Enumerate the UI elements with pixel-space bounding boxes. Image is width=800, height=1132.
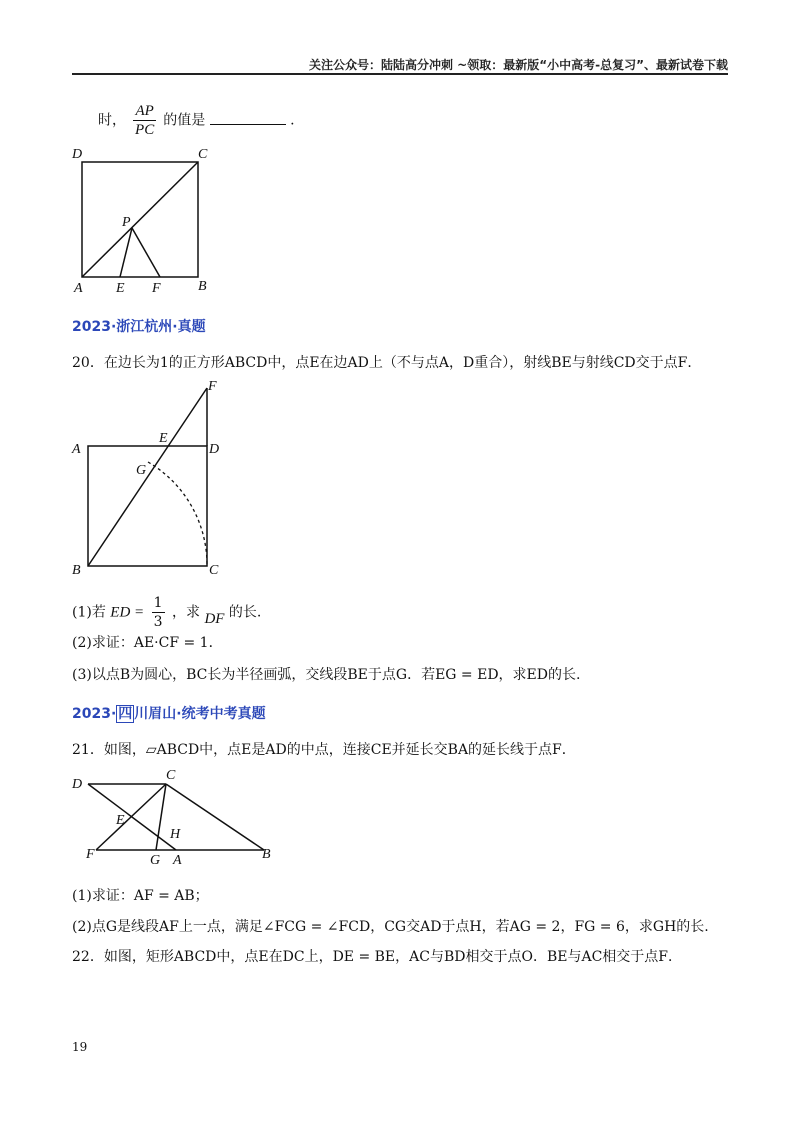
q20-stem: 20．在边长为1的正方形ABCD中，点E在边AD上（不与点A，D重合），射线BE与射线CD交于点F． (72, 355, 702, 371)
fig19-label-a: A (74, 281, 83, 296)
fig21-label-c: C (166, 768, 176, 783)
fig21-side-cb (166, 784, 264, 850)
q20-part1 (72, 594, 261, 631)
fig20-label-b: B (72, 563, 81, 578)
fig19-label-d: D (72, 147, 83, 162)
q20-part1-num: 1 (153, 595, 163, 611)
q20-part1-prefix: (1)若 (72, 604, 106, 621)
fig20-arc (148, 462, 207, 566)
fig19-label-b: B (198, 279, 207, 294)
section2-title-pre: 2023· (72, 706, 117, 722)
fig19-label-f: F (152, 281, 161, 296)
q19-frac-num: AP (135, 103, 154, 119)
q20-part1-suffix: 的长. (228, 604, 262, 621)
figure-q20 (66, 378, 236, 578)
page-number: 19 (72, 1040, 88, 1054)
fig21-label-a: A (173, 853, 182, 868)
q19-suffix: 的值是 (163, 112, 206, 129)
q20-part2: (2)求证：AE·CF = 1． (72, 635, 223, 651)
fig19-diagonal-ac (82, 162, 198, 277)
q20-part1-math: ED = (110, 604, 145, 621)
fig21-label-g: G (150, 853, 161, 868)
header-rule (72, 73, 728, 75)
fig20-label-c: C (209, 563, 219, 578)
fig19-segment-pf (132, 228, 160, 277)
q21-stem: 21．如图，▱ABCD中，点E是AD的中点，连接CE并延长交BA的延长线于点F． (72, 742, 576, 758)
fig20-label-g: G (136, 463, 147, 478)
fig19-label-p: P (122, 215, 131, 230)
section2-title-box: 四 (118, 706, 133, 722)
fig21-line-cg (156, 784, 166, 850)
section-title-hangzhou: 2023·浙江杭州·真题 (72, 319, 206, 335)
q22-stem: 22．如图，矩形ABCD中，点E在DC上，DE = BE，AC与BD相交于点O．BE与AC相交于点F． (72, 949, 683, 965)
figure-q21 (66, 764, 286, 874)
q19-prefix: 时， (98, 112, 126, 129)
fig20-label-f: F (208, 379, 217, 394)
figure-q19 (60, 140, 230, 300)
header-text: 关注公众号：陆陆高分冲刺 ~领取：最新版“小中高考-总复习”、最新试卷下载 (309, 58, 728, 72)
q20-part3: (3)以点B为圆心，BC长为半径画弧，交线段BE于点G．若EG = ED，求ED的长. (72, 667, 581, 683)
q19-fraction (133, 102, 155, 139)
q19-end: . (290, 112, 295, 129)
fig21-label-h: H (170, 827, 181, 842)
q19-frac-den: PC (135, 122, 155, 138)
q20-part1-fraction (152, 594, 165, 631)
fig21-label-e: E (116, 813, 125, 828)
q19-tail (98, 102, 295, 139)
fig20-label-e: E (159, 431, 168, 446)
fig21-label-f: F (86, 847, 95, 862)
fig20-label-a: A (72, 442, 81, 457)
fig19-segment-pe (120, 228, 132, 277)
fig21-line-cf (96, 784, 166, 850)
q20-part1-var: DF (204, 610, 225, 627)
fig21-label-d: D (72, 777, 83, 792)
q20-part1-den: 3 (153, 614, 163, 630)
fig19-label-e: E (116, 281, 125, 296)
fig20-square (88, 446, 207, 566)
section-title-meishan (72, 703, 266, 723)
fig20-label-d: D (209, 442, 220, 457)
section2-title-post: 川眉山·统考中考真题 (134, 706, 266, 722)
q21-part2: (2)点G是线段AF上一点，满足∠FCG = ∠FCD，CG交AD于点H，若AG = 2，FG = 6，求GH的长. (72, 919, 709, 935)
fig21-label-b: B (262, 847, 271, 862)
fig19-label-c: C (198, 147, 208, 162)
q20-part1-mid: ，求 (172, 604, 200, 621)
q21-part1: (1)求证：AF = AB； (72, 888, 209, 904)
q19-answer-blank[interactable] (210, 110, 286, 125)
fig20-ray-be (88, 388, 207, 566)
